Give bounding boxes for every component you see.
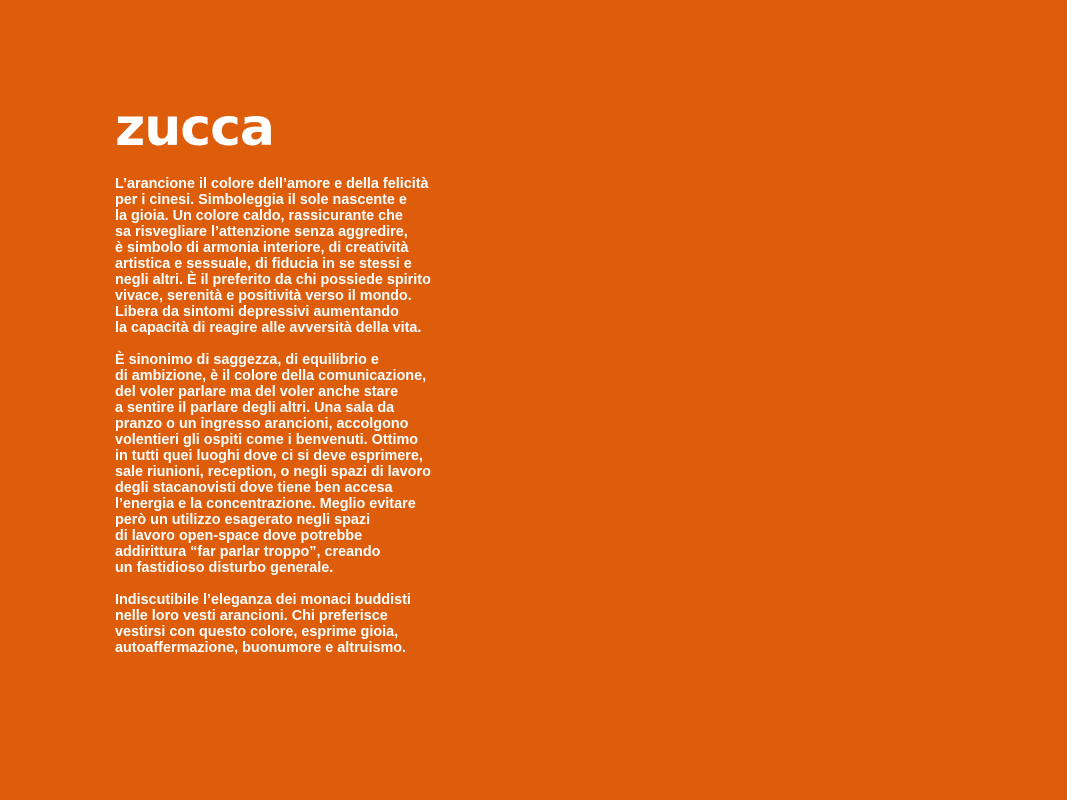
text-line: in tutti quei luoghi dove ci si deve esprimere, — [115, 448, 423, 464]
text-line: di lavoro open-space dove potrebbe — [115, 528, 363, 544]
text-line: per i cinesi. Simboleggia il sole nascente e — [115, 192, 407, 208]
text-line: Libera da sintomi depressivi aumentando — [115, 304, 399, 320]
text-line: l’energia e la concentrazione. Meglio evitare — [115, 496, 416, 512]
paragraph-1 — [115, 176, 535, 336]
text-line: È sinonimo di saggezza, di equilibrio e — [115, 352, 379, 368]
text-line: del voler parlare ma del voler anche stare — [115, 384, 399, 400]
text-line: autoaffermazione, buonumore e altruismo. — [115, 640, 407, 656]
text-line: nelle loro vesti arancioni. Chi preferisce — [115, 608, 388, 624]
text-line: sa risvegliare l’attenzione senza aggredire, — [115, 224, 408, 240]
text-line: a sentire il parlare degli altri. Una sala da — [115, 400, 395, 416]
text-line: è simbolo di armonia interiore, di creatività — [115, 240, 409, 256]
text-line: Indiscutibile l’eleganza dei monaci buddisti — [115, 592, 411, 608]
text-line: negli altri. È il preferito da chi possiede spirito — [115, 272, 431, 288]
text-line: sale riunioni, reception, o negli spazi di lavoro — [115, 464, 431, 480]
text-line: pranzo o un ingresso arancioni, accolgono — [115, 416, 409, 432]
text-line: la capacità di reagire alle avversità della vita. — [115, 320, 422, 336]
text-line: vivace, serenità e positività verso il mondo. — [115, 288, 412, 304]
text-line: degli stacanovisti dove tiene ben accesa — [115, 480, 393, 496]
text-line: però un utilizzo esagerato negli spazi — [115, 512, 371, 528]
text-line: artistica e sessuale, di fiducia in se stessi e — [115, 256, 412, 272]
page-title: zucca — [115, 98, 275, 158]
paragraph-3 — [115, 592, 535, 656]
body-text — [115, 176, 535, 672]
text-line: la gioia. Un colore caldo, rassicurante che — [115, 208, 403, 224]
text-line: volentieri gli ospiti come i benvenuti. Ottimo — [115, 432, 419, 448]
paragraph-2 — [115, 352, 535, 576]
text-line: L’arancione il colore dell’amore e della felicità — [115, 176, 429, 192]
text-line: addirittura “far parlar troppo”, creando — [115, 544, 381, 560]
text-line: vestirsi con questo colore, esprime gioia, — [115, 624, 399, 640]
text-line: di ambizione, è il colore della comunicazione, — [115, 368, 427, 384]
text-line: un fastidioso disturbo generale. — [115, 560, 334, 576]
